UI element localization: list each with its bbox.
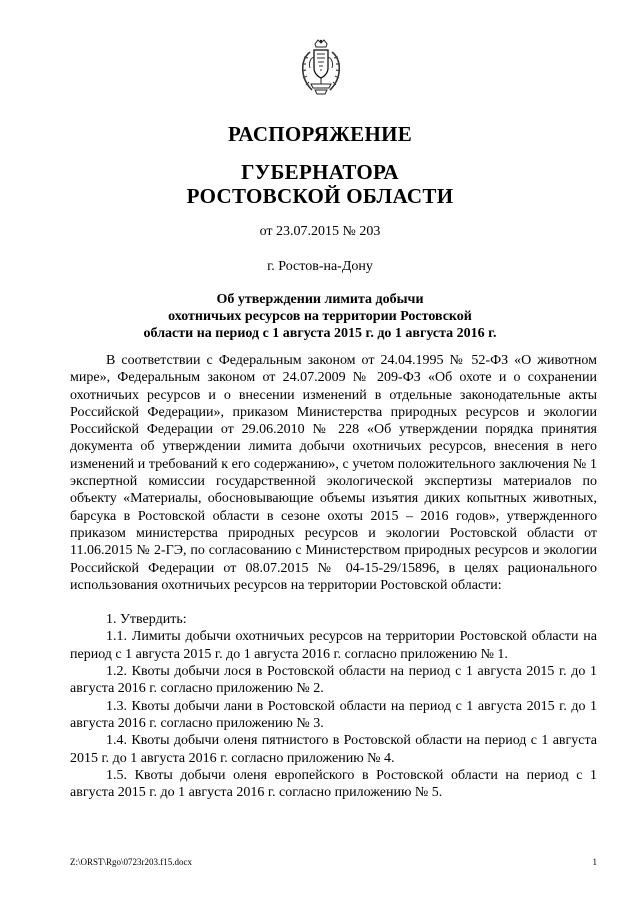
subject-line-2: охотничьих ресурсов на территории Ростовской bbox=[168, 309, 472, 324]
document-date-number: от 23.07.2015 № 203 bbox=[259, 224, 381, 239]
coat-of-arms-icon bbox=[296, 38, 346, 98]
subject-line-3: области на период с 1 августа 2015 г. до 1 августа 2016 г. bbox=[143, 326, 497, 341]
document-body bbox=[70, 352, 597, 801]
item-1-3: 1.3. Квоты добычи лани в Ростовской области на период с 1 августа 2015 г. до 1 августа 2016 г. согласно приложению № 3. bbox=[70, 698, 597, 731]
order-title: РАСПОРЯЖЕНИЕ bbox=[227, 122, 413, 146]
item-1-2: 1.2. Квоты добычи лося в Ростовской области на период с 1 августа 2015 г. до 1 августа 2016 г. согласно приложению № 2. bbox=[70, 664, 597, 697]
item-1-4: 1.4. Квоты добычи оленя пятнистого в Ростовской области на период с 1 августа 2015 г. до 1 августа 2016 г. согласно приложению № 4. bbox=[70, 733, 597, 766]
authority-line-1: ГУБЕРНАТОРА bbox=[241, 160, 399, 184]
document-subject bbox=[0, 291, 640, 342]
preamble-paragraph: В соответствии с Федеральным законом от 24.04.1995 № 52-ФЗ «О животном мире», Федеральным законом от 24.07.2009 № 209-ФЗ «Об охоте и о сохранении охотничьих ресурсов и о внесении изменений в отдельные законодательные акты Российской Федерации», приказом Министерства природных ресурсов и экологии Российской Федерации от 29.06.2010 № 228 «Об утверждении порядка принятия документа об утверждении лимита добычи охотничьих ресурсов, внесения в него изменений и требований к его содержанию», с учетом положительного заключения № 1 экспертной комиссии государственной экологической экспертизы материалов по объекту «Материалы, обосновывающие объемы изъятия диких копытных животных, барсука в Ростовской области в сезоне охоты 2015 – 2016 годов», утвержденного приказом министерства природных ресурсов и экологии Ростовской области от 11.06.2015 № 2-ГЭ, по согласованию с Министерством природных ресурсов и экологии Российской Федерации от 08.07.2015 № 04-15-29/15896, в целях рационального использования охотничьих ресурсов на территории Ростовской области: bbox=[70, 353, 597, 593]
file-path: Z:\ORST\Rgo\0723r203.f15.docx bbox=[70, 857, 192, 867]
page-number: 1 bbox=[592, 857, 597, 867]
authority-line-2: РОСТОВСКОЙ ОБЛАСТИ bbox=[186, 184, 454, 208]
subject-line-1: Об утверждении лимита добычи bbox=[216, 292, 424, 307]
item-1-5: 1.5. Квоты добычи оленя европейского в Ростовской области на период с 1 августа 2015 г. до 1 августа 2016 г. согласно приложению № 5. bbox=[70, 767, 597, 801]
document-city: г. Ростов-на-Дону bbox=[267, 259, 373, 274]
item-1-1: 1.1. Лимиты добычи охотничьих ресурсов на территории Ростовской области на период с 1 августа 2015 г. до 1 августа 2016 г. согласно приложению № 1. bbox=[70, 629, 597, 662]
item-1: 1. Утвердить: bbox=[106, 612, 187, 628]
